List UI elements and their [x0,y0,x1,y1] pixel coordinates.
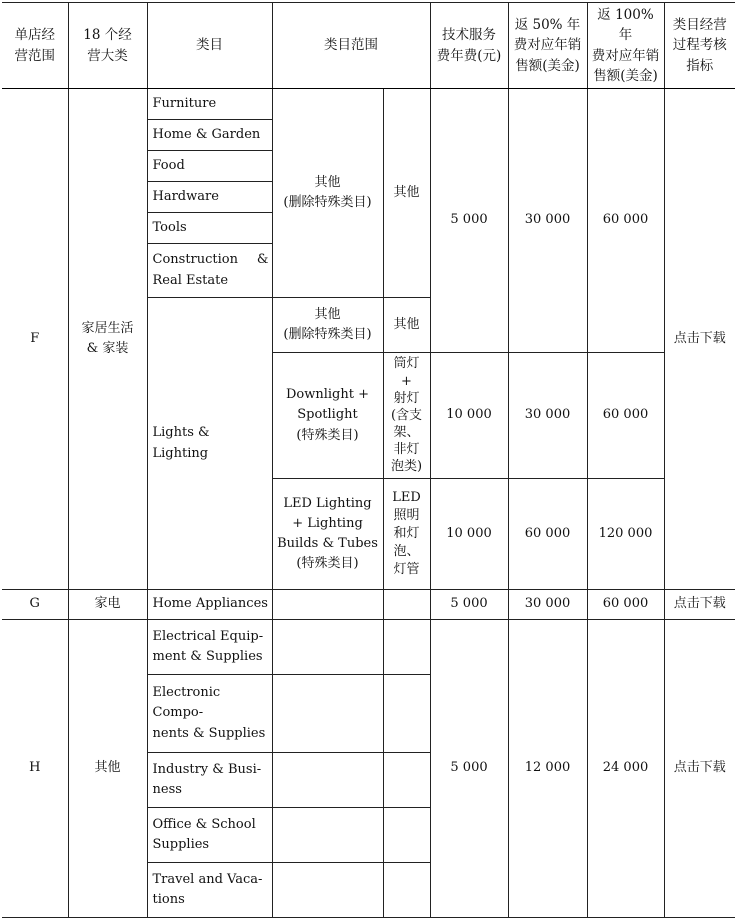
sub-empty [383,620,430,675]
header-100-percent: 返 100% 年 费对应年销 售额(美金) [587,3,664,89]
category-fee-table [2,2,735,918]
category-food: Food [147,151,272,182]
scope-g: G [2,590,68,620]
category-furniture: Furniture [147,89,272,120]
range-downlight: Downlight + Spotlight (特殊类目) [272,353,383,479]
table-row [2,89,735,120]
category-home-appliances: Home Appliances [147,590,272,620]
scope-f: F [2,89,68,590]
fee-cell: 10 000 [430,479,508,590]
table-row [2,590,735,620]
fee-cell: 5 000 [430,89,508,353]
range-empty [272,675,383,753]
half-cell: 30 000 [508,353,587,479]
sub-empty [383,675,430,753]
scope-h: H [2,620,68,918]
header-scope: 单店经 营范围 [2,3,68,89]
category-group-home: 家居生活 & 家装 [68,89,147,590]
range-empty [272,808,383,863]
header-assessment: 类目经营 过程考核 指标 [664,3,735,89]
half-cell: 30 000 [508,89,587,353]
full-cell: 120 000 [587,479,664,590]
download-link-h[interactable]: 点击下载 [664,620,735,918]
sub-led: LED 照明 和灯 泡、 灯管 [383,479,430,590]
sub-empty [383,808,430,863]
category-construction: Construction & Real Estate [147,244,272,298]
range-empty [272,863,383,918]
full-cell: 24 000 [587,620,664,918]
category-office: Office & School Supplies [147,808,272,863]
category-group-appliances: 家电 [68,590,147,620]
sub-downlight: 筒灯 + 射灯 (含支 架、 非灯 泡类) [383,353,430,479]
half-cell: 60 000 [508,479,587,590]
category-travel: Travel and Vaca- tions [147,863,272,918]
sub-other-1: 其他 [383,89,430,298]
range-led: LED Lighting + Lighting Builds & Tubes (特殊类目) [272,479,383,590]
category-tools: Tools [147,213,272,244]
header-50-percent: 返 50% 年 费对应年销 售额(美金) [508,3,587,89]
download-link-g[interactable]: 点击下载 [664,590,735,620]
sub-empty [383,753,430,808]
table-row [2,620,735,675]
range-empty [272,753,383,808]
category-group-other: 其他 [68,620,147,918]
sub-other-2: 其他 [383,298,430,353]
fee-cell: 5 000 [430,620,508,918]
fee-cell: 5 000 [430,590,508,620]
full-cell: 60 000 [587,353,664,479]
full-cell: 60 000 [587,590,664,620]
half-cell: 30 000 [508,590,587,620]
category-lights: Lights & Lighting [147,298,272,590]
range-empty [272,620,383,675]
category-hardware: Hardware [147,182,272,213]
category-electrical: Electrical Equip- ment & Supplies [147,620,272,675]
range-other-1: 其他 (删除特殊类目) [272,89,383,298]
category-home-garden: Home & Garden [147,120,272,151]
header-category-range: 类目范围 [272,3,430,89]
header-annual-fee: 技术服务 费年费(元) [430,3,508,89]
download-link-f[interactable]: 点击下载 [664,89,735,590]
header-category-group: 18 个经 营大类 [68,3,147,89]
range-empty [272,590,383,620]
sub-empty [383,863,430,918]
category-electronic: Electronic Compo- nents & Supplies [147,675,272,753]
header-row [2,3,735,89]
full-cell: 60 000 [587,89,664,353]
sub-empty [383,590,430,620]
fee-cell: 10 000 [430,353,508,479]
header-category: 类目 [147,3,272,89]
range-other-2: 其他 (删除特殊类目) [272,298,383,353]
category-industry: Industry & Busi- ness [147,753,272,808]
half-cell: 12 000 [508,620,587,918]
